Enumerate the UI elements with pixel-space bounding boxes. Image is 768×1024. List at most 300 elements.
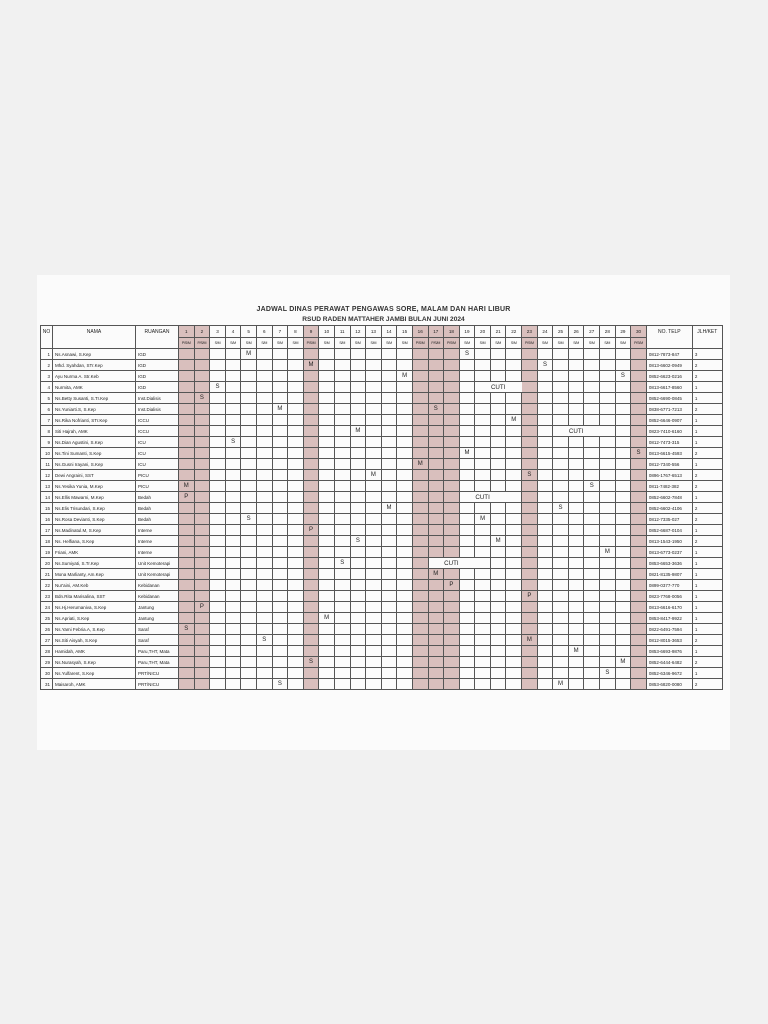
schedule-cell <box>475 481 491 492</box>
day-header: 30 <box>631 326 647 338</box>
schedule-cell <box>194 536 210 547</box>
schedule-cell <box>397 448 413 459</box>
schedule-cell <box>428 503 444 514</box>
table-row <box>41 668 723 679</box>
schedule-cell <box>553 657 569 668</box>
schedule-cell <box>350 360 366 371</box>
row-number: 3 <box>41 371 53 382</box>
schedule-cell <box>272 360 288 371</box>
row-number: 5 <box>41 393 53 404</box>
schedule-cell <box>522 646 538 657</box>
schedule-cell <box>537 646 553 657</box>
schedule-cell <box>225 657 241 668</box>
room-name: Inst.Dialisis <box>136 393 179 404</box>
schedule-cell <box>272 646 288 657</box>
schedule-cell <box>584 591 600 602</box>
schedule-cell <box>272 426 288 437</box>
schedule-cell <box>584 492 600 503</box>
schedule-cell <box>397 525 413 536</box>
schedule-cell <box>397 514 413 525</box>
schedule-cell <box>397 459 413 470</box>
row-number: 23 <box>41 591 53 602</box>
schedule-cell: M <box>303 360 319 371</box>
schedule-cell <box>256 404 272 415</box>
schedule-cell <box>615 635 631 646</box>
schedule-table <box>40 325 723 690</box>
schedule-cell: S <box>241 514 257 525</box>
schedule-cell <box>194 657 210 668</box>
leave-label: CUTI <box>553 426 600 437</box>
schedule-cell <box>225 602 241 613</box>
schedule-cell <box>194 437 210 448</box>
schedule-cell <box>553 470 569 481</box>
schedule-cell <box>303 514 319 525</box>
phone-number: 0813-6602-0949 <box>646 360 692 371</box>
phone-number: 0812-7873-847 <box>646 349 692 360</box>
schedule-cell <box>397 657 413 668</box>
schedule-cell <box>256 371 272 382</box>
schedule-cell <box>475 613 491 624</box>
schedule-cell <box>256 360 272 371</box>
schedule-cell <box>319 679 335 690</box>
schedule-cell <box>615 547 631 558</box>
schedule-cell <box>459 360 475 371</box>
schedule-cell <box>179 470 195 481</box>
schedule-cell <box>522 481 538 492</box>
schedule-cell <box>412 668 428 679</box>
schedule-cell <box>553 602 569 613</box>
schedule-cell <box>319 448 335 459</box>
schedule-cell <box>194 360 210 371</box>
shift-subheader: S/M <box>319 338 335 349</box>
schedule-cell: M <box>490 536 506 547</box>
schedule-cell <box>600 514 616 525</box>
schedule-cell <box>600 349 616 360</box>
schedule-cell <box>366 459 382 470</box>
schedule-cell <box>522 459 538 470</box>
day-header: 1 <box>179 326 195 338</box>
schedule-cell <box>459 393 475 404</box>
schedule-cell <box>381 591 397 602</box>
schedule-cell <box>459 404 475 415</box>
schedule-cell <box>600 492 616 503</box>
nurse-name: Ns.Siti Aisyah, S.Kep <box>53 635 136 646</box>
schedule-cell <box>490 470 506 481</box>
schedule-cell <box>303 470 319 481</box>
schedule-cell <box>568 492 584 503</box>
schedule-cell <box>366 580 382 591</box>
schedule-cell <box>490 459 506 470</box>
schedule-cell <box>350 393 366 404</box>
schedule-cell <box>490 668 506 679</box>
table-row <box>41 580 723 591</box>
shift-subheader: S/M <box>241 338 257 349</box>
shift-subheader: P/S/M <box>631 338 647 349</box>
schedule-cell <box>600 646 616 657</box>
schedule-cell <box>506 437 522 448</box>
room-name: Bedah <box>136 492 179 503</box>
schedule-cell <box>225 415 241 426</box>
schedule-cell <box>444 492 460 503</box>
schedule-cell <box>615 624 631 635</box>
schedule-cell <box>225 426 241 437</box>
schedule-cell: M <box>553 679 569 690</box>
schedule-cell <box>179 558 195 569</box>
schedule-cell <box>412 602 428 613</box>
schedule-cell <box>475 525 491 536</box>
schedule-cell <box>631 481 647 492</box>
schedule-cell <box>194 349 210 360</box>
schedule-cell <box>459 459 475 470</box>
schedule-cell <box>428 525 444 536</box>
schedule-cell <box>194 382 210 393</box>
phone-number: 0852-6687-0104 <box>646 525 692 536</box>
schedule-cell <box>444 635 460 646</box>
shift-subheader: P/S/M <box>194 338 210 349</box>
nurse-name: Bdn.Rita Marisalina, SST <box>53 591 136 602</box>
schedule-cell <box>444 569 460 580</box>
schedule-cell <box>397 360 413 371</box>
schedule-cell <box>428 591 444 602</box>
schedule-cell <box>631 360 647 371</box>
schedule-cell <box>553 415 569 426</box>
duty-count: 1 <box>692 580 722 591</box>
schedule-cell <box>303 404 319 415</box>
duty-count: 2 <box>692 514 722 525</box>
day-header: 6 <box>256 326 272 338</box>
schedule-cell <box>490 360 506 371</box>
duty-count: 1 <box>692 492 722 503</box>
day-header: 10 <box>319 326 335 338</box>
schedule-cell <box>288 657 304 668</box>
table-row <box>41 569 723 580</box>
schedule-cell <box>506 679 522 690</box>
table-row <box>41 470 723 481</box>
schedule-cell <box>506 360 522 371</box>
day-header: 25 <box>553 326 569 338</box>
schedule-cell <box>568 668 584 679</box>
schedule-cell <box>319 426 335 437</box>
schedule-cell <box>537 613 553 624</box>
schedule-cell <box>381 679 397 690</box>
schedule-cell <box>490 393 506 404</box>
schedule-cell <box>568 536 584 547</box>
schedule-cell <box>288 558 304 569</box>
phone-number: 0852-6690-0845 <box>646 393 692 404</box>
schedule-cell <box>600 360 616 371</box>
schedule-cell <box>334 393 350 404</box>
duty-count: 2 <box>692 448 722 459</box>
schedule-cell <box>179 525 195 536</box>
schedule-cell <box>475 591 491 602</box>
schedule-cell <box>568 382 584 393</box>
phone-number: 0853-6693-9876 <box>646 646 692 657</box>
schedule-cell <box>303 426 319 437</box>
schedule-cell <box>444 404 460 415</box>
schedule-cell <box>288 668 304 679</box>
phone-number: 0812-7335-027 <box>646 514 692 525</box>
schedule-cell <box>412 613 428 624</box>
schedule-cell <box>459 668 475 679</box>
schedule-cell <box>631 646 647 657</box>
schedule-cell <box>615 503 631 514</box>
schedule-cell <box>475 635 491 646</box>
schedule-cell <box>475 602 491 613</box>
shift-subheader: P/S/M <box>522 338 538 349</box>
schedule-cell <box>179 393 195 404</box>
schedule-cell <box>319 503 335 514</box>
schedule-cell <box>490 624 506 635</box>
schedule-cell <box>631 547 647 558</box>
table-row <box>41 679 723 690</box>
schedule-cell <box>319 569 335 580</box>
schedule-cell <box>288 382 304 393</box>
room-name: PRT/NICU <box>136 668 179 679</box>
schedule-cell <box>319 382 335 393</box>
schedule-cell <box>225 470 241 481</box>
schedule-cell <box>334 426 350 437</box>
schedule-cell <box>490 404 506 415</box>
schedule-cell <box>210 426 226 437</box>
day-header: 5 <box>241 326 257 338</box>
schedule-cell <box>584 668 600 679</box>
schedule-cell <box>210 580 226 591</box>
schedule-cell <box>319 547 335 558</box>
schedule-cell <box>615 558 631 569</box>
schedule-cell <box>459 580 475 591</box>
room-name: ICU <box>136 448 179 459</box>
schedule-cell <box>428 657 444 668</box>
schedule-cell <box>210 657 226 668</box>
schedule-cell <box>428 437 444 448</box>
schedule-cell: M <box>350 426 366 437</box>
schedule-cell <box>459 382 475 393</box>
shift-subheader: S/M <box>381 338 397 349</box>
schedule-cell <box>225 360 241 371</box>
schedule-cell <box>350 602 366 613</box>
table-row <box>41 481 723 492</box>
schedule-cell <box>272 349 288 360</box>
schedule-cell <box>568 657 584 668</box>
schedule-cell <box>506 580 522 591</box>
schedule-cell <box>428 470 444 481</box>
schedule-cell <box>319 415 335 426</box>
schedule-cell <box>241 448 257 459</box>
phone-number: 0812-8015-3653 <box>646 635 692 646</box>
nurse-name: Ns.Ellis Mawarni, M.Kep <box>53 492 136 503</box>
schedule-cell <box>350 382 366 393</box>
schedule-cell <box>459 547 475 558</box>
schedule-cell <box>631 668 647 679</box>
nurse-name: Nur'aini, AM.Keb <box>53 580 136 591</box>
schedule-cell <box>412 547 428 558</box>
schedule-cell <box>553 404 569 415</box>
schedule-cell <box>475 558 491 569</box>
phone-number: 0852-6602-7848 <box>646 492 692 503</box>
room-name: ICU <box>136 459 179 470</box>
row-number: 15 <box>41 503 53 514</box>
schedule-cell <box>506 547 522 558</box>
schedule-cell <box>412 591 428 602</box>
schedule-cell <box>459 470 475 481</box>
schedule-cell <box>194 514 210 525</box>
schedule-cell <box>444 503 460 514</box>
schedule-cell <box>288 470 304 481</box>
schedule-cell <box>615 382 631 393</box>
schedule-cell <box>334 635 350 646</box>
schedule-cell <box>225 569 241 580</box>
schedule-cell <box>350 448 366 459</box>
shift-subheader: S/M <box>615 338 631 349</box>
schedule-cell <box>366 448 382 459</box>
schedule-cell <box>412 558 428 569</box>
schedule-cell <box>350 679 366 690</box>
nurse-name: Ns.Sumiyati, S.Tr.Kep <box>53 558 136 569</box>
schedule-cell <box>272 657 288 668</box>
schedule-cell <box>334 404 350 415</box>
schedule-cell <box>412 360 428 371</box>
schedule-cell <box>272 668 288 679</box>
schedule-cell <box>522 360 538 371</box>
schedule-cell <box>475 349 491 360</box>
schedule-cell: S <box>537 360 553 371</box>
schedule-cell <box>537 624 553 635</box>
schedule-cell <box>225 459 241 470</box>
phone-number: 0896-1767-6513 <box>646 470 692 481</box>
schedule-cell: S <box>600 668 616 679</box>
schedule-cell <box>241 569 257 580</box>
schedule-cell <box>179 591 195 602</box>
table-row <box>41 448 723 459</box>
room-name: Paru,THT, Mata <box>136 657 179 668</box>
schedule-cell <box>256 657 272 668</box>
schedule-cell <box>381 525 397 536</box>
shift-subheader: S/M <box>600 338 616 349</box>
schedule-cell <box>210 360 226 371</box>
schedule-cell <box>459 514 475 525</box>
schedule-cell <box>381 536 397 547</box>
schedule-cell <box>522 514 538 525</box>
shift-subheader: S/M <box>584 338 600 349</box>
schedule-cell <box>334 580 350 591</box>
schedule-cell <box>350 624 366 635</box>
schedule-cell <box>397 624 413 635</box>
schedule-cell <box>397 668 413 679</box>
schedule-cell <box>428 624 444 635</box>
schedule-cell <box>210 492 226 503</box>
nurse-name: Nurmita, AMK <box>53 382 136 393</box>
schedule-cell <box>428 514 444 525</box>
schedule-cell <box>459 437 475 448</box>
schedule-cell <box>241 525 257 536</box>
schedule-cell <box>241 646 257 657</box>
schedule-cell <box>303 602 319 613</box>
schedule-cell <box>412 393 428 404</box>
schedule-cell <box>256 459 272 470</box>
schedule-cell <box>568 591 584 602</box>
schedule-cell <box>600 602 616 613</box>
schedule-cell <box>568 503 584 514</box>
schedule-cell <box>350 470 366 481</box>
schedule-cell <box>615 525 631 536</box>
schedule-cell <box>506 514 522 525</box>
schedule-cell <box>553 448 569 459</box>
day-header: 29 <box>615 326 631 338</box>
nurse-name: Ns.Elis Trisundari, S.Kep <box>53 503 136 514</box>
leave-label: CUTI <box>428 558 475 569</box>
schedule-cell <box>600 382 616 393</box>
schedule-cell <box>241 481 257 492</box>
schedule-cell <box>194 580 210 591</box>
schedule-cell <box>428 415 444 426</box>
schedule-cell <box>256 349 272 360</box>
shift-subheader: S/M <box>225 338 241 349</box>
schedule-cell <box>334 470 350 481</box>
room-name: Bedah <box>136 503 179 514</box>
schedule-cell <box>506 602 522 613</box>
schedule-cell <box>615 437 631 448</box>
schedule-cell <box>350 459 366 470</box>
schedule-cell <box>412 679 428 690</box>
schedule-cell: S <box>459 349 475 360</box>
schedule-cell <box>490 349 506 360</box>
table-row <box>41 547 723 558</box>
schedule-cell <box>303 481 319 492</box>
schedule-cell <box>615 349 631 360</box>
day-header: 20 <box>475 326 491 338</box>
room-name: Interne <box>136 536 179 547</box>
schedule-cell <box>412 404 428 415</box>
schedule-cell <box>179 349 195 360</box>
phone-number: 0813-6616-6170 <box>646 602 692 613</box>
room-name: Interne <box>136 547 179 558</box>
schedule-cell: S <box>631 448 647 459</box>
schedule-cell <box>303 679 319 690</box>
schedule-cell <box>225 613 241 624</box>
table-row <box>41 657 723 668</box>
shift-subheader: P/S/M <box>179 338 195 349</box>
row-number: 12 <box>41 470 53 481</box>
schedule-cell <box>522 525 538 536</box>
schedule-cell <box>584 536 600 547</box>
schedule-sheet <box>37 275 730 750</box>
schedule-cell <box>272 371 288 382</box>
table-row <box>41 602 723 613</box>
schedule-cell <box>412 514 428 525</box>
schedule-cell: M <box>459 448 475 459</box>
schedule-cell <box>256 547 272 558</box>
schedule-table-body <box>41 349 723 690</box>
nurse-name: Ns.Asnawi, S.Kep <box>53 349 136 360</box>
schedule-cell <box>241 635 257 646</box>
nurse-name: Siti Hajrah, AMK <box>53 426 136 437</box>
schedule-cell <box>179 415 195 426</box>
schedule-cell <box>553 635 569 646</box>
schedule-cell <box>553 349 569 360</box>
schedule-cell: M <box>600 547 616 558</box>
schedule-cell <box>506 503 522 514</box>
phone-number: 0899-0377-770 <box>646 580 692 591</box>
schedule-cell <box>225 503 241 514</box>
schedule-cell <box>303 415 319 426</box>
schedule-cell <box>256 525 272 536</box>
room-name: Unit Kemoterapi <box>136 569 179 580</box>
schedule-cell <box>568 360 584 371</box>
schedule-cell <box>600 437 616 448</box>
schedule-cell: S <box>256 635 272 646</box>
schedule-cell <box>319 360 335 371</box>
schedule-cell <box>225 349 241 360</box>
